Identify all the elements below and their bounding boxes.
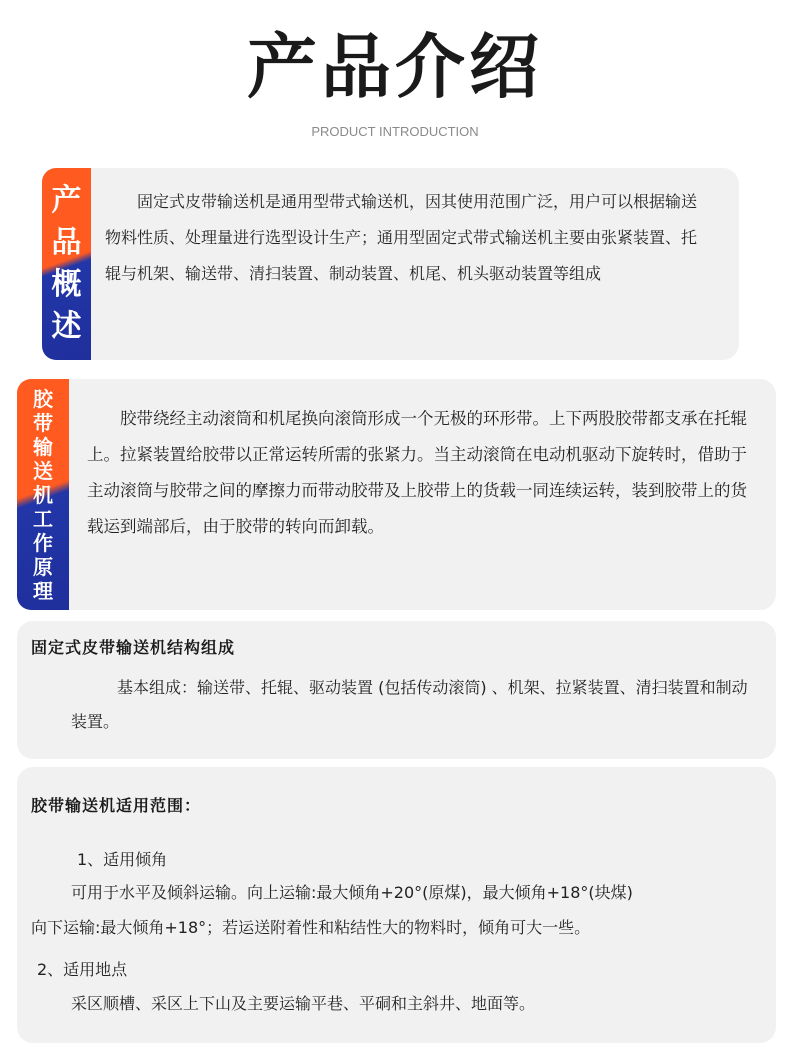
structure-card <box>17 621 776 759</box>
scope-card <box>17 767 776 1043</box>
scope-item2-line1: 采区顺槽、采区上下山及主要运输平巷、平硐和主斜井、地面等。 <box>71 994 536 1013</box>
structure-heading: 固定式皮带输送机结构组成 <box>31 638 236 657</box>
principle-card <box>17 379 776 610</box>
overview-tab <box>42 168 91 360</box>
scope-heading: 胶带输送机适用范围： <box>31 796 202 815</box>
principle-tab-char: 原 <box>33 554 53 579</box>
overview-tab-char: 概 <box>51 267 82 302</box>
page-title: 产品介绍 <box>247 25 543 108</box>
principle-tab-char: 带 <box>33 410 53 435</box>
principle-tab-char: 输 <box>33 434 53 459</box>
scope-item1-line1: 可用于水平及倾斜运输。向上运输:最大倾角+20°(原煤)，最大倾角+18°(块煤) <box>71 883 633 902</box>
principle-tab <box>17 379 69 610</box>
principle-tab-char: 理 <box>33 578 53 603</box>
overview-tab-char: 述 <box>51 309 82 344</box>
overview-text: 固定式皮带输送机是通用型带式输送机，因其使用范围广泛，用户可以根据输送物料性质、处理量进行选型设计生产；通用型固定式带式输送机主要由张紧装置、托辊与机架、输送带、清扫装置、制动装置、机尾、机头驱动装置等组成 <box>105 192 698 283</box>
principle-tab-char: 机 <box>33 482 53 507</box>
overview-tab-char: 产 <box>51 183 82 218</box>
structure-text: 基本组成：输送带、托辊、驱动装置 (包括传动滚筒) 、机架、拉紧装置、清扫装置和制动装置。 <box>71 678 748 731</box>
page-subtitle: PRODUCT INTRODUCTION <box>311 124 479 139</box>
scope-item1-line2: 向下运输:最大倾角+18°；若运送附着性和粘结性大的物料时，倾角可大一些。 <box>31 918 591 937</box>
overview-tab-char: 品 <box>51 225 82 260</box>
principle-text: 胶带绕经主动滚筒和机尾换向滚筒形成一个无极的环形带。上下两股胶带都支承在托辊上。拉紧装置给胶带以正常运转所需的张紧力。当主动滚筒在电动机驱动下旋转时，借助于主动滚筒与胶带之间的摩擦力而带动胶带及上胶带上的货载一同连续运转，装到胶带上的货载运到端部后，由于胶带的转向而卸载。 <box>87 409 747 536</box>
principle-tab-char: 工 <box>33 506 53 531</box>
principle-tab-char: 胶 <box>33 386 53 411</box>
principle-tab-char: 作 <box>33 530 53 555</box>
scope-item2-title: 2、适用地点 <box>37 960 128 979</box>
scope-item1-title: 1、适用倾角 <box>77 850 168 869</box>
overview-card <box>42 168 739 360</box>
principle-tab-char: 送 <box>33 458 53 483</box>
